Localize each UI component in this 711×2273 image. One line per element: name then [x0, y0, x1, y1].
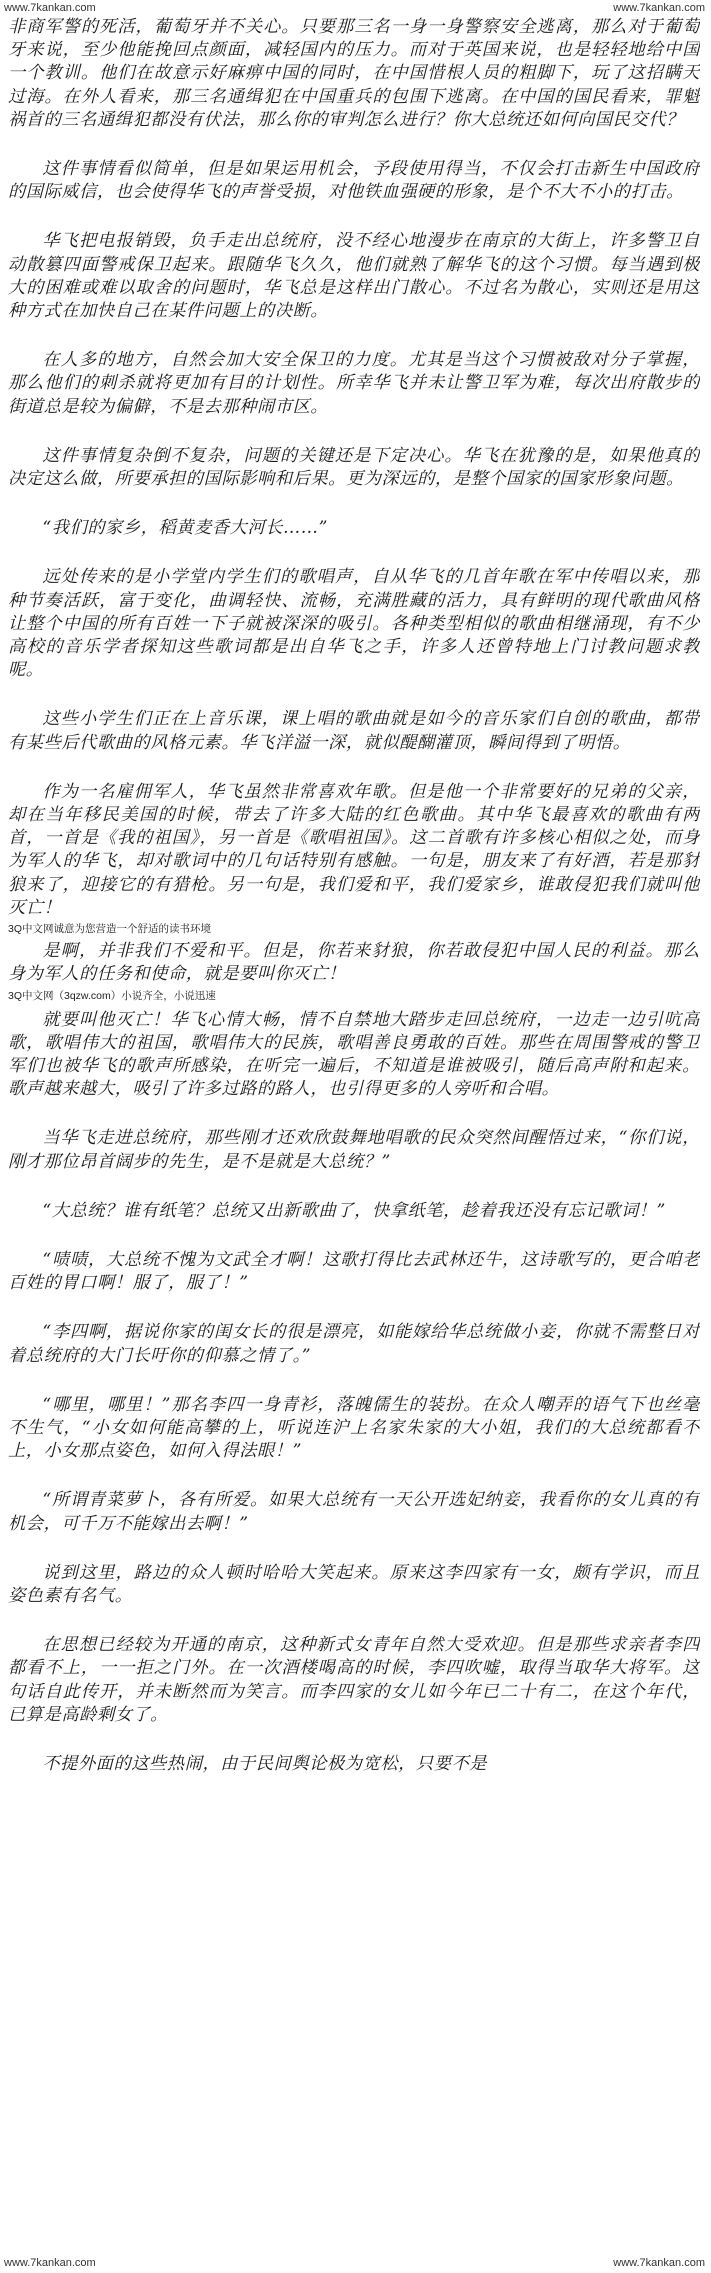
paragraph: 在思想已经较为开通的南京，这种新式女青年自然大受欢迎。但是那些求亲者李四都看不上，一一拒之门外。在一次酒楼喝高的时候，李四吹嘘，取得当取华大将军。这句话自此传开，并未断然而为笑言。而李四家的女儿如今年已二十有二，在这个年代，已算是高龄剩女了。: [8, 1635, 700, 1725]
paragraph: 在人多的地方，自然会加大安全保卫的力度。尤其是当这个习惯被敌对分子掌握，那么他们的刺杀就将更加有目的计划性。所幸华飞并未让警卫军为难，每次出府散步的街道总是较为偏僻，不是去那种闹市区。: [8, 350, 700, 417]
site-ad-line: 3Q中文网（3qzw.com）小说齐全，小说迅速: [8, 989, 216, 1002]
paragraph: “哪里，哪里！”那名李四一身青衫，落魄儒生的装扮。在众人嘲弄的语气下也丝毫不生气，“小女如何能高攀的上，听说连沪上名家朱家的大小姐，我们的大总统都看不上，小女那点姿色，如何入得法眼！”: [8, 1394, 700, 1462]
site-watermark-top-right: www.7kankan.com: [613, 2, 705, 14]
site-ad-line: 3Q中文网诚意为您营造一个舒适的读书环境: [8, 923, 212, 936]
paragraph: 华飞把电报销毁，负手走出总统府，没不经心地漫步在南京的大街上，许多警卫自动散篡四面警戒保卫起来。跟随华飞久久，他们就熟了解华飞的这个习惯。每当遇到极大的困难或难以取舍的问题时，华飞总是这样出门散心。不过名为散心，实则还是用这种方式在加快自己在某件问题上的决断。: [8, 231, 700, 322]
site-watermark-bottom-left: www.7kankan.com: [4, 2257, 96, 2269]
paragraph: 这件事情看似简单，但是如果运用机会，予段使用得当，不仅会打击新生中国政府的国际威信，也会使得华飞的声誉受损，对他铁血强硬的形象，是个不大不小的打击。: [8, 159, 700, 203]
paragraph: 远处传来的是小学堂内学生们的歌唱声，自从华飞的几首年歌在军中传唱以来，那种节奏活跃，富于变化，曲调轻快、流畅，充满胜藏的活力，具有鲜明的现代歌曲风格让整个中国的所有百姓一下子就被深深的吸引。各种类型相似的歌曲相继涌现，有不少高校的音乐学者探知这些歌词都是出自华飞之手，许多人还曾特地上门讨教问题求教呢。: [8, 567, 700, 681]
site-watermark-top-left: www.7kankan.com: [4, 2, 96, 14]
paragraph: 作为一名雇佣军人，华飞虽然非常喜欢年歌。但是他一个非常要好的兄弟的父亲，却在当年移民美国的时候，带去了许多大陆的红色歌曲。其中华飞最喜欢的歌曲有两首，一首是《我的祖国》，另一首是《歌唱祖国》。这二首歌有许多核心相似之处，而身为军人的华飞，却对歌词中的几句话特别有感触。一句是，朋友来了有好酒，若是那豺狼来了，迎接它的有猎枪。另一句是，我们爱和平，我们爱家乡，谁敢侵犯我们就叫他灭亡！: [8, 781, 700, 918]
paragraph: “所谓青菜萝卜，各有所爱。如果大总统有一天公开选妃纳妾，我看你的女儿真的有机会，可千万不能嫁出去啊！”: [8, 1490, 700, 1534]
paragraph: “李四啊，据说你家的闺女长的很是漂亮，如能嫁给华总统做小妾，你就不需整日对着总统府的大门长吁你的仰慕之情了。”: [8, 1322, 700, 1366]
page-body: [8, 4, 700, 2250]
paragraph: 这件事情复杂倒不复杂，问题的关键还是下定决心。华飞在犹豫的是，如果他真的决定这么做，所要承担的国际影响和后果。更为深远的，是整个国家的国家形象问题。: [8, 445, 700, 490]
paragraph: 就要叫他灭亡！华飞心情大畅，情不自禁地大踏步走回总统府，一边走一边引吭高歌，歌唱伟大的祖国，歌唱伟大的民族，歌唱善良勇敢的百姓。那些在周围警戒的警卫军们也被华飞的歌声所感染，在听完一遍后，不知道是谁被吸引，随后高声附和起来。歌声越来越大，吸引了许多过路的路人，也引得更多的人旁听和合唱。: [8, 1009, 700, 1100]
paragraph: “我们的家乡，稻黄麦香大河长……”: [42, 518, 328, 539]
paragraph: 非商军警的死活，葡萄牙并不关心。只要那三名一身一身警察安全逃离，那么对于葡萄牙来说，至少他能挽回点颜面，减轻国内的压力。而对于英国来说，也是轻轻地给中国一个教训。他们在故意示好麻痹中国的同时，在中国惜根人员的粗脚下，玩了这招瞒天过海。在外人看来，那三名通缉犯在中国重兵的包围下逃离。在中国的国民看来，罪魁祸首的三名通缉犯都没有伏法，那么你的审判怎么进行？你大总统还如何向国民交代？: [8, 17, 700, 130]
paragraph: 是啊，并非我们不爱和平。但是，你若来豺狼，你若敢侵犯中国人民的利益。那么身为军人的任务和使命，就是要叫你灭亡！: [8, 941, 700, 985]
paragraph: 说到这里，路边的众人顿时哈哈大笑起来。原来这李四家有一女，颇有学识，而且姿色素有名气。: [8, 1562, 700, 1606]
paragraph: 当华飞走进总统府，那些刚才还欢欣鼓舞地唱歌的民众突然间醒悟过来，“你们说，刚才那位昂首阔步的先生，是不是就是大总统？”: [8, 1128, 700, 1172]
paragraph: “啧啧，大总统不愧为文武全才啊！这歌打得比去武林还牛，这诗歌写的，更合咱老百姓的胃口啊！服了，服了！”: [8, 1249, 700, 1294]
paragraph: 这些小学生们正在上音乐课，课上唱的歌曲就是如今的音乐家们自创的歌曲，都带有某些后代歌曲的风格元素。华飞洋溢一深，就似醍醐灌顶，瞬间得到了明悟。: [8, 709, 700, 753]
site-watermark-bottom-right: www.7kankan.com: [613, 2257, 705, 2269]
paragraph: “大总统？谁有纸笔？总统又出新歌曲了，快拿纸笔，趁着我还没有忘记歌词！”: [42, 1200, 666, 1221]
paragraph: 不提外面的这些热闹，由于民间舆论极为宽松，只要不是: [42, 1753, 488, 1774]
